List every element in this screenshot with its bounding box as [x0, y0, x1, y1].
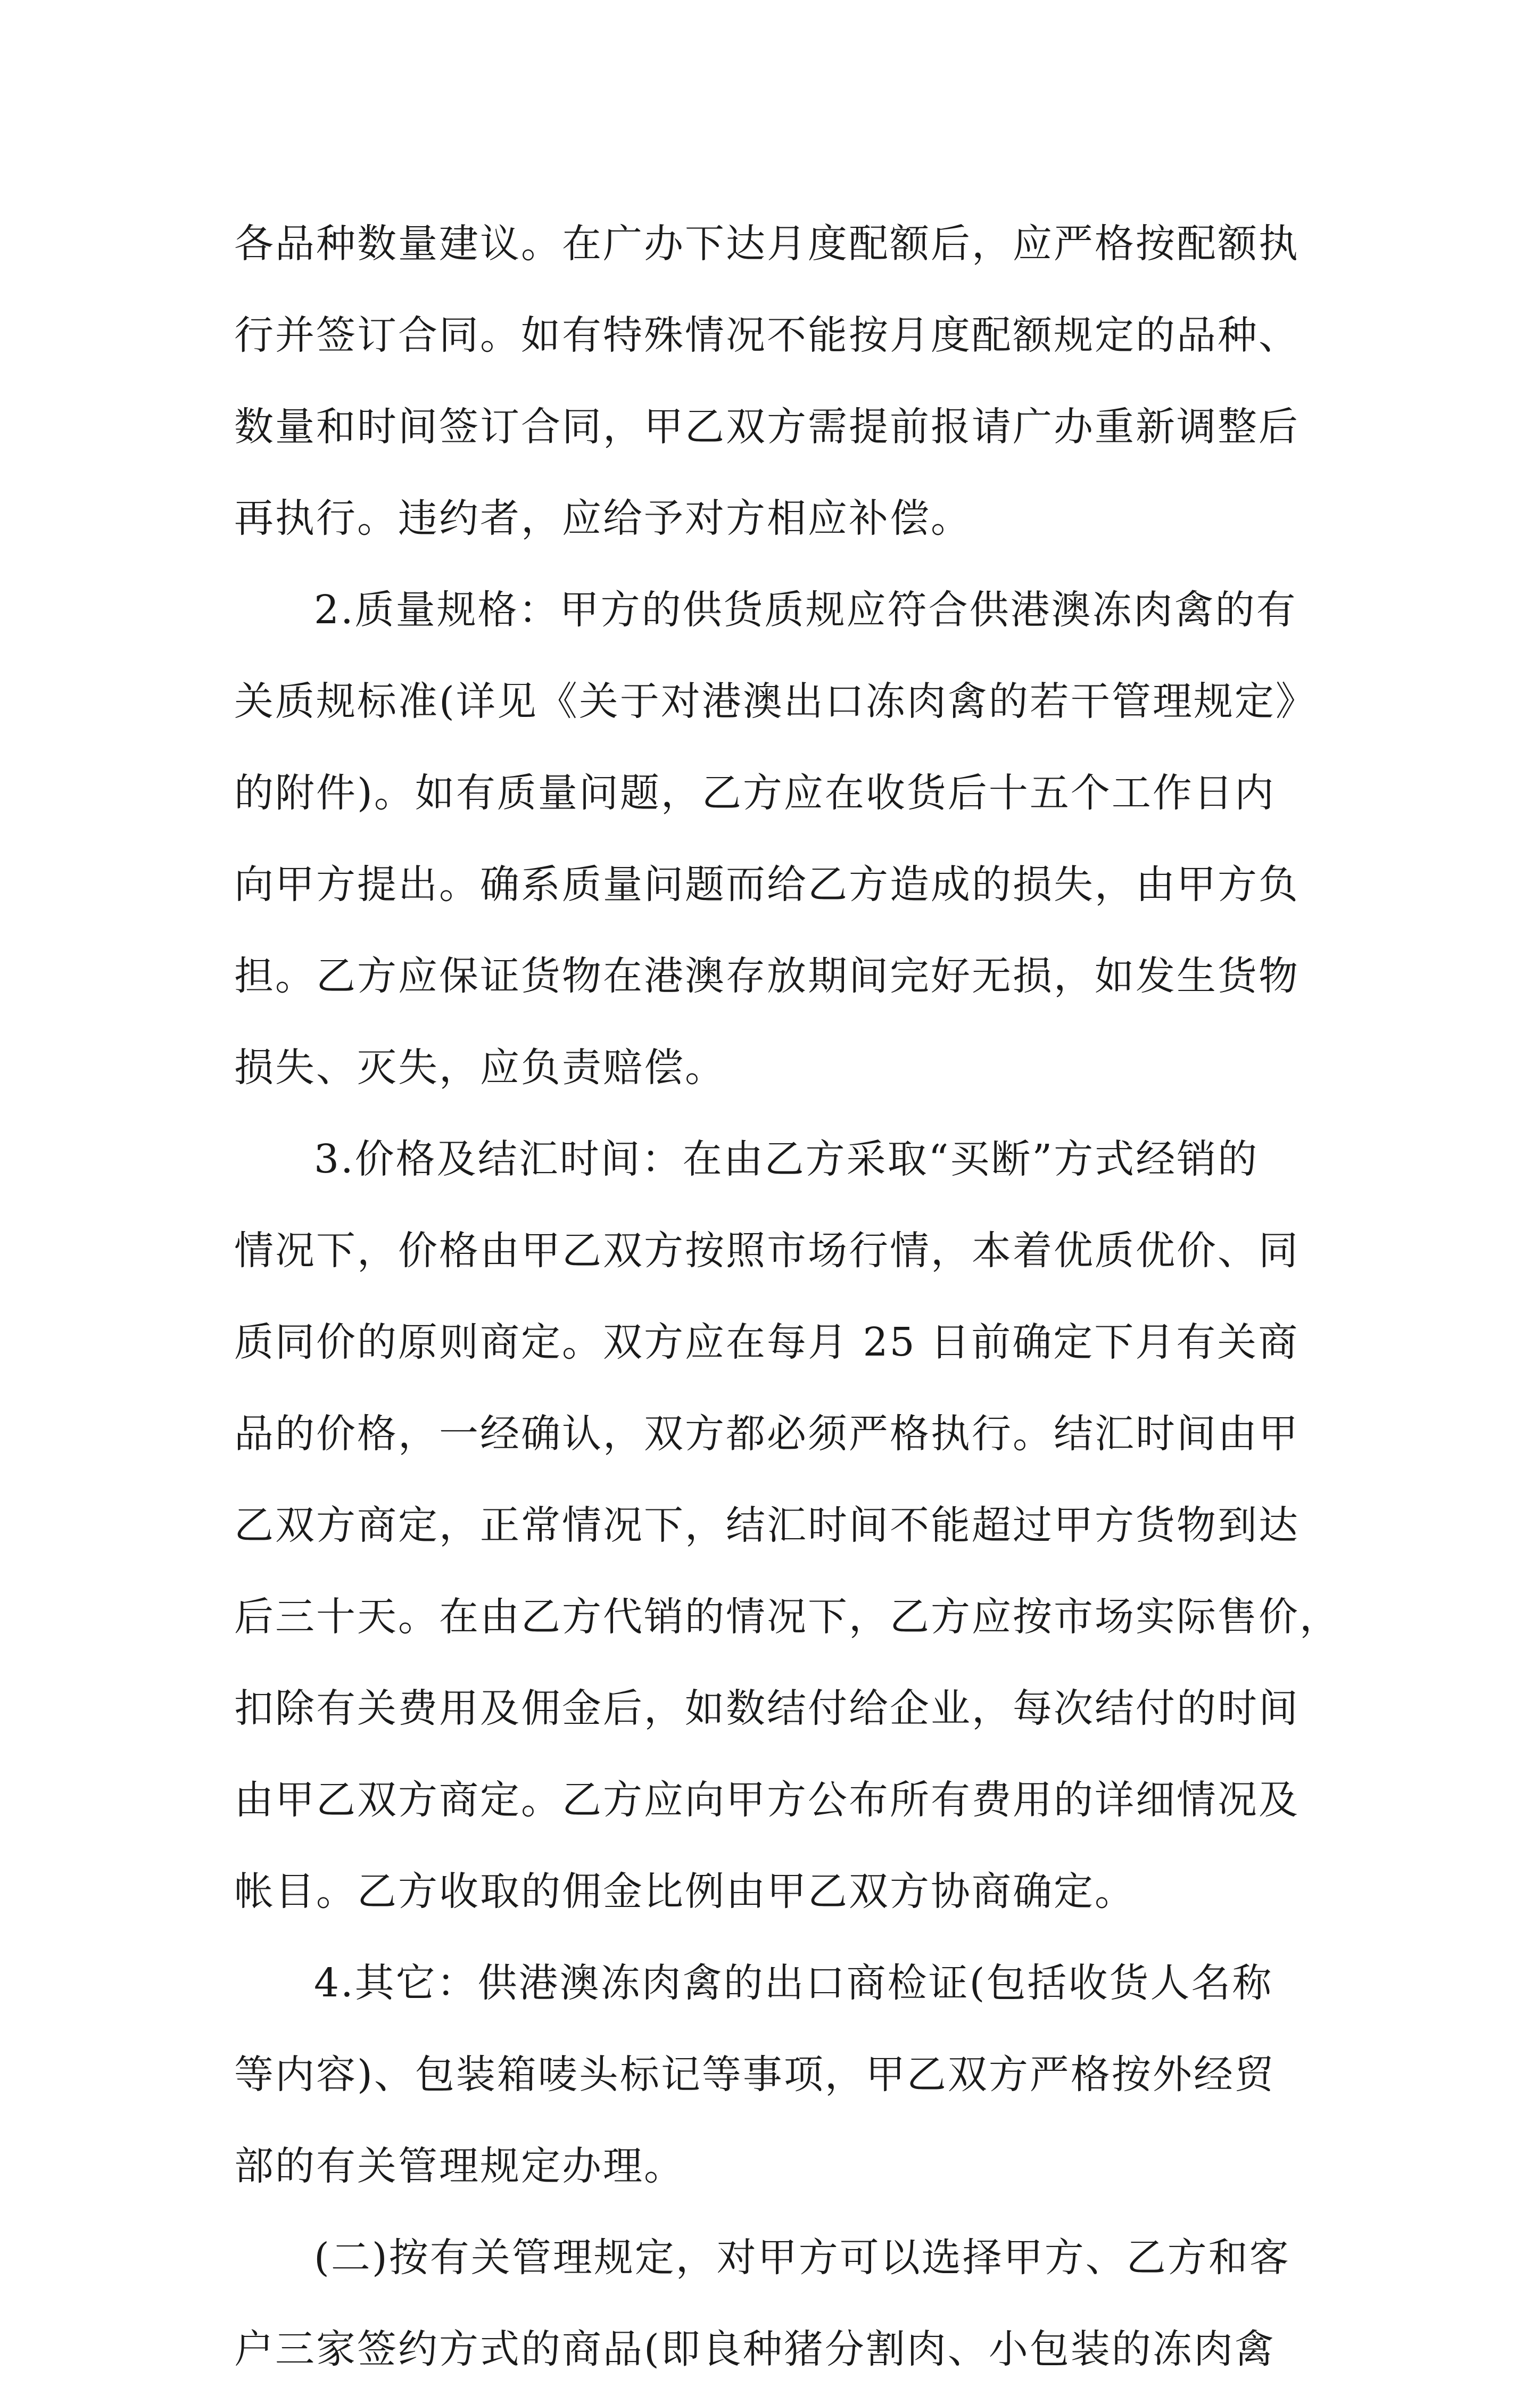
text-line: 担。乙方应保证货物在港澳存放期间完好无损，如发生货物 — [234, 953, 1299, 999]
text-line: 质同价的原则商定。双方应在每月 25 日前确定下月有关商 — [234, 1319, 1299, 1365]
text-line: 4.其它：供港澳冻肉禽的出口商检证(包括收货人名称 — [314, 1960, 1273, 2006]
text-line: 由甲乙双方商定。乙方应向甲方公布所有费用的详细情况及 — [234, 1777, 1299, 1823]
text-line: 向甲方提出。确系质量问题而给乙方造成的损失，由甲方负 — [234, 862, 1299, 907]
text-line: 部的有关管理规定办理。 — [234, 2143, 685, 2189]
body-text — [234, 198, 1340, 2395]
text-line: 后三十天。在由乙方代销的情况下，乙方应按市场实际售价， — [234, 1594, 1340, 1640]
text-line: 等内容)、包装箱唛头标记等事项，甲乙双方严格按外经贸 — [234, 2052, 1276, 2097]
text-line: 扣除有关费用及佣金后，如数结付给企业，每次结付的时间 — [234, 1686, 1299, 1731]
text-line: 乙双方商定，正常情况下，结汇时间不能超过甲方货物到达 — [234, 1502, 1299, 1548]
text-line: 帐目。乙方收取的佣金比例由甲乙双方协商确定。 — [234, 1869, 1136, 1914]
text-line: 行并签订合同。如有特殊情况不能按月度配额规定的品种、 — [234, 312, 1299, 358]
text-line: 关质规标准(详见《关于对港澳出口冻肉禽的若干管理规定》 — [234, 679, 1317, 724]
text-line: (二)按有关管理规定，对甲方可以选择甲方、乙方和客 — [314, 2235, 1290, 2281]
text-line: 的附件)。如有质量问题，乙方应在收货后十五个工作日内 — [234, 770, 1276, 816]
text-line: 各品种数量建议。在广办下达月度配额后，应严格按配额执 — [234, 221, 1299, 267]
text-line: 再执行。违约者，应给予对方相应补偿。 — [234, 495, 972, 541]
text-line: 损失、灭失，应负责赔偿。 — [234, 1045, 726, 1091]
text-line: 情况下，价格由甲乙双方按照市场行情，本着优质优价、同 — [234, 1228, 1299, 1274]
text-line: 户三家签约方式的商品(即良种猪分割肉、小包装的冻肉禽 — [234, 2326, 1276, 2372]
text-line: 品的价格，一经确认，双方都必须严格执行。结汇时间由甲 — [234, 1411, 1299, 1457]
text-line: 3.价格及结汇时间：在由乙方采取“买断”方式经销的 — [314, 1136, 1259, 1182]
text-line: 2.质量规格：甲方的供货质规应符合供港澳冻肉禽的有 — [314, 587, 1297, 633]
text-line: 数量和时间签订合同，甲乙双方需提前报请广办重新调整后 — [234, 404, 1299, 450]
